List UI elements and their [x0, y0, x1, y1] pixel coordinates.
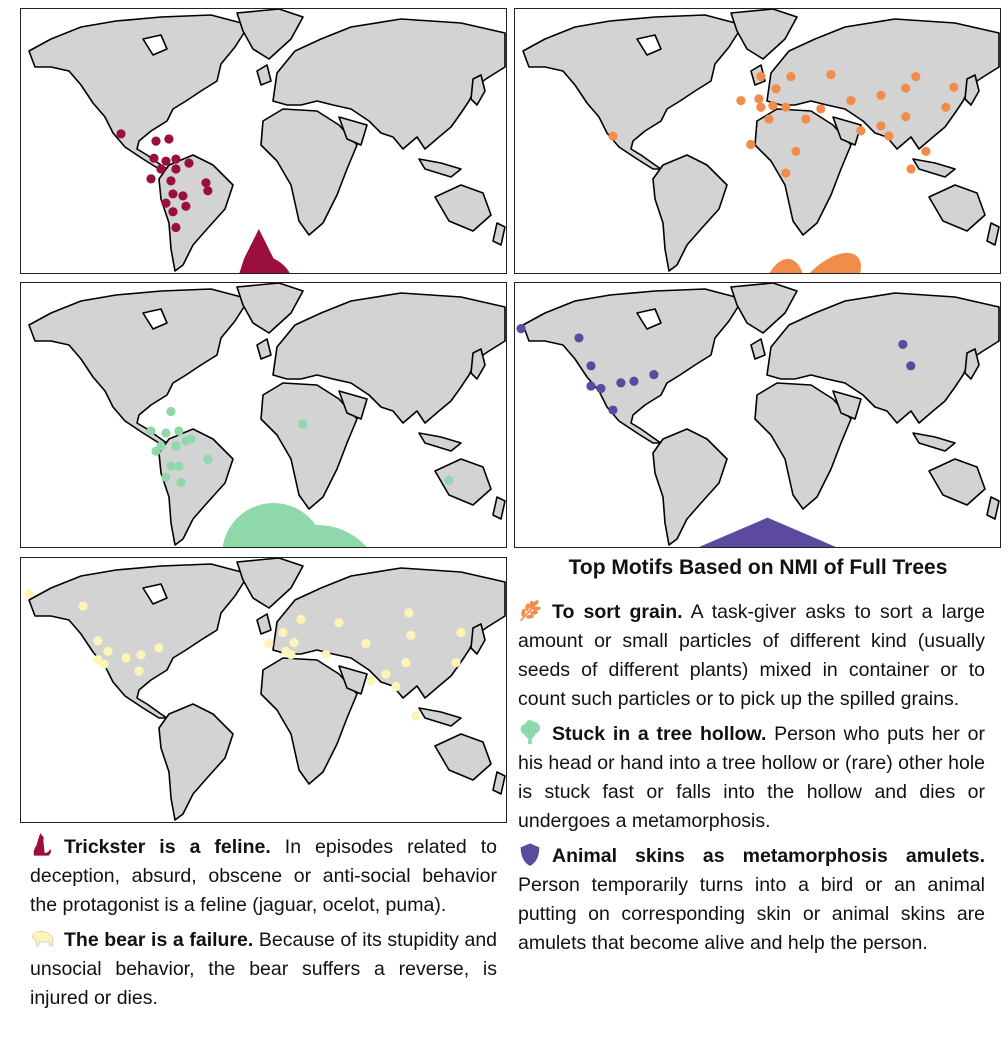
motif-location-dot — [906, 164, 915, 173]
legend-text: In episodes related to deception, absurd, obscene or anti-social behavior the protagonist is a feline (jaguar, ocelot, puma). — [30, 836, 498, 916]
legend-text: Because of its stupidity and unsocial behavior, the bear suffers a reverse, is injured or dies. — [30, 929, 498, 1009]
legend-heading: The bear is a failure. — [64, 929, 254, 951]
motif-location-dot — [93, 636, 102, 645]
motif-location-dot — [876, 91, 885, 100]
motif-location-dot — [921, 147, 930, 156]
legend-entry-skins — [518, 842, 985, 958]
legend-title: Top Motifs Based on NMI of Full Trees — [568, 556, 948, 579]
motif-location-dot — [756, 103, 765, 112]
motif-location-dot — [786, 72, 795, 81]
motif-location-dot — [321, 650, 330, 659]
motif-location-dot — [391, 682, 400, 691]
bear-icon — [31, 778, 67, 814]
motif-location-dot — [136, 650, 145, 659]
motif-location-dot — [846, 96, 855, 105]
motif-location-dot — [736, 96, 745, 105]
motif-location-dot — [456, 628, 465, 637]
map-panel-feline — [20, 8, 507, 274]
motif-location-dot — [203, 455, 212, 464]
motif-location-dot — [174, 426, 183, 435]
motif-location-dot — [949, 83, 958, 92]
motif-location-dot — [166, 176, 175, 185]
motif-location-dot — [168, 207, 177, 216]
motif-location-dot — [629, 377, 638, 386]
motif-location-dot — [161, 157, 170, 166]
motif-location-dot — [161, 428, 170, 437]
legend-text: Person temporarily turns into a bird or an animal putting on corresponding skin or animal skins are amulets that become alive and help the person. — [518, 874, 985, 954]
motif-location-dot — [161, 198, 170, 207]
motif-location-dot — [876, 121, 885, 130]
motif-location-dot — [154, 643, 163, 652]
motif-location-dot — [334, 618, 343, 627]
map-panel-skins — [514, 282, 1001, 548]
motif-location-dot — [586, 381, 595, 390]
motif-location-dot — [941, 103, 950, 112]
motif-location-dot — [801, 114, 810, 123]
motif-location-dot — [103, 647, 112, 656]
motif-location-dot — [781, 103, 790, 112]
motif-location-dot — [264, 639, 273, 648]
map-panel-tree — [20, 282, 507, 548]
motif-location-dot — [756, 72, 765, 81]
motif-location-dot — [791, 147, 800, 156]
motif-location-dot — [586, 361, 595, 370]
motif-location-dot — [771, 84, 780, 93]
motif-location-dot — [134, 667, 143, 676]
motif-location-dot — [516, 324, 525, 333]
wheat-icon — [525, 229, 561, 265]
legend-heading: Animal skins as metamorphosis amulets. — [552, 845, 985, 867]
motif-location-dot — [121, 653, 130, 662]
motif-location-dot — [174, 462, 183, 471]
motif-location-dot — [166, 407, 175, 416]
motif-location-dot — [24, 589, 33, 598]
motif-location-dot — [401, 658, 410, 667]
legend-left-column — [30, 833, 497, 1019]
tree-icon — [31, 503, 67, 539]
motif-location-dot — [906, 361, 915, 370]
shield-icon — [518, 842, 544, 866]
motif-location-dot — [608, 405, 617, 414]
motif-location-dot — [176, 478, 185, 487]
motif-location-dot — [781, 168, 790, 177]
motif-location-dot — [146, 174, 155, 183]
legend-heading: To sort grain. — [552, 601, 683, 623]
motif-location-dot — [406, 631, 415, 640]
motif-location-dot — [184, 158, 193, 167]
motif-location-dot — [361, 639, 370, 648]
legend-entry-bear — [30, 926, 497, 1013]
motif-location-dot — [178, 191, 187, 200]
legend-heading: Stuck in a tree hollow. — [552, 723, 767, 745]
motif-location-dot — [156, 164, 165, 173]
motif-location-dot — [404, 608, 413, 617]
motif-location-dot — [901, 84, 910, 93]
legend-entry-grain — [518, 598, 985, 714]
cat-icon — [30, 833, 56, 857]
legend-entry-feline — [30, 833, 497, 920]
motif-location-dot — [116, 129, 125, 138]
legend-entry-tree — [518, 720, 985, 836]
motif-location-dot — [78, 601, 87, 610]
motif-location-dot — [151, 137, 160, 146]
legend-heading: Trickster is a feline. — [64, 836, 271, 858]
motif-location-dot — [298, 419, 307, 428]
motif-location-dot — [608, 131, 617, 140]
motif-location-dot — [856, 126, 865, 135]
bear-icon — [30, 926, 56, 950]
motif-location-dot — [746, 140, 755, 149]
tree-icon — [518, 720, 544, 744]
legend-right-column — [518, 598, 985, 964]
motif-location-dot — [884, 131, 893, 140]
motif-location-dot — [816, 104, 825, 113]
motif-location-dot — [616, 378, 625, 387]
motif-location-dot — [201, 178, 210, 187]
motif-location-dot — [826, 70, 835, 79]
cat-icon — [31, 229, 67, 265]
motif-location-dot — [289, 638, 298, 647]
motif-location-dot — [171, 155, 180, 164]
motif-location-dot — [754, 94, 763, 103]
motif-location-dot — [911, 72, 920, 81]
motif-location-dot — [171, 164, 180, 173]
motif-location-dot — [764, 114, 773, 123]
shield-icon — [525, 503, 561, 539]
motif-location-dot — [168, 189, 177, 198]
motif-location-dot — [411, 711, 420, 720]
legend-text: A task-giver asks to sort a large amount or small particles of different kind (usually seeds of different plants) mixed in container or to count such particles or to pick up the spilled grains. — [518, 601, 985, 710]
motif-location-dot — [149, 154, 158, 163]
wheat-icon — [518, 598, 544, 622]
motif-location-dot — [181, 436, 190, 445]
legend-text: Person who puts her or his head or hand into a tree hollow or (rare) other hole is stuck fast or falls into the hollow and dies or undergoes a metamorphosis. — [518, 723, 985, 832]
motif-location-dot — [161, 473, 170, 482]
motif-location-dot — [181, 202, 190, 211]
motif-location-dot — [99, 660, 108, 669]
motif-location-dot — [768, 101, 777, 110]
motif-location-dot — [574, 333, 583, 342]
motif-location-dot — [296, 615, 305, 624]
motif-location-dot — [381, 670, 390, 679]
motif-location-dot — [444, 476, 453, 485]
motif-location-dot — [164, 134, 173, 143]
motif-location-dot — [649, 370, 658, 379]
motif-location-dot — [901, 112, 910, 121]
motif-location-dot — [203, 186, 212, 195]
motif-location-dot — [166, 462, 175, 471]
motif-location-dot — [898, 340, 907, 349]
map-panel-grain — [514, 8, 1001, 274]
motif-location-dot — [146, 426, 155, 435]
motif-location-dot — [366, 676, 375, 685]
motif-location-dot — [451, 658, 460, 667]
motif-location-dot — [171, 441, 180, 450]
motif-location-dot — [596, 384, 605, 393]
motif-location-dot — [278, 628, 287, 637]
map-panel-bear — [20, 557, 507, 823]
motif-location-dot — [151, 446, 160, 455]
motif-location-dot — [286, 650, 295, 659]
